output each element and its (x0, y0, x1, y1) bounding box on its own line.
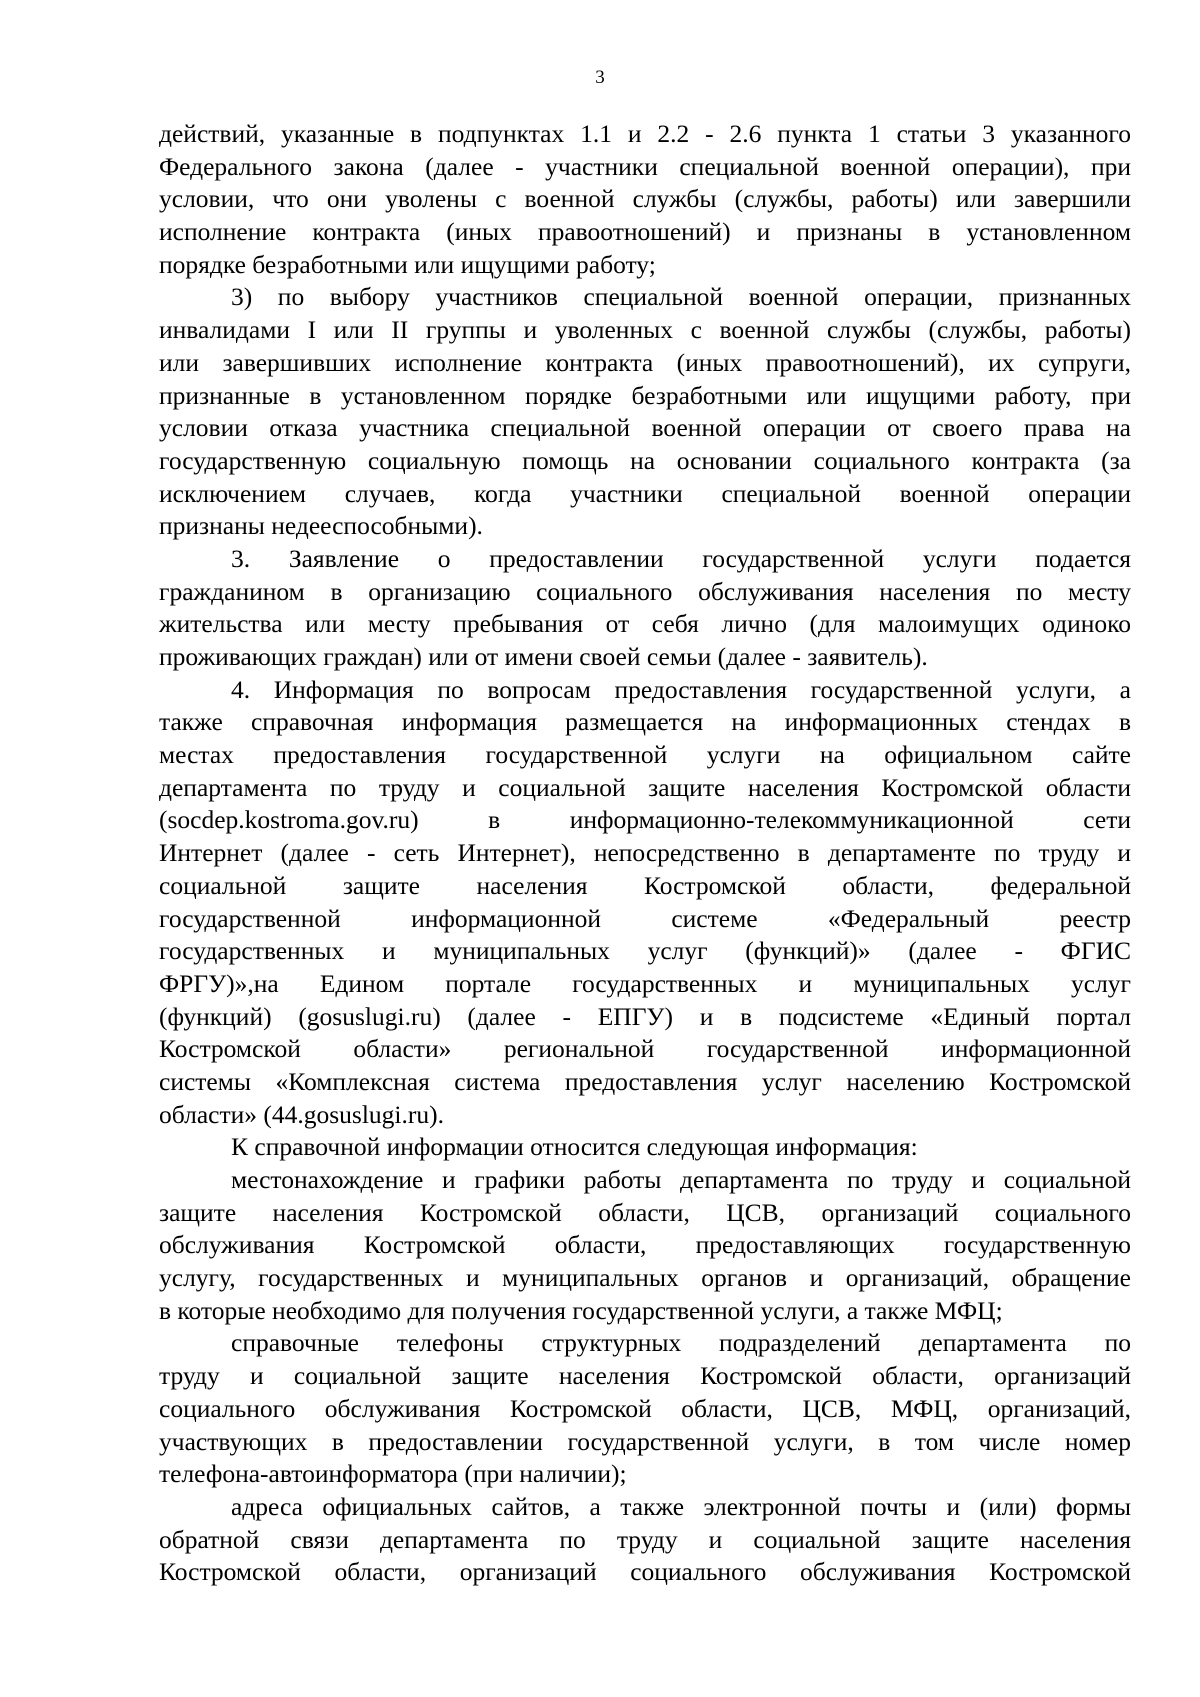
paragraph-p1 (159, 118, 1131, 281)
text-line: обратной связи департамента по труду и социальной защите населения (159, 1524, 1131, 1554)
text-line: (socdep.kostroma.gov.ru) в информационно-телекоммуникационной сети (159, 805, 1131, 835)
text-line: или завершивших исполнение контракта (иных правоотношений), их супруги, (159, 347, 1131, 377)
text-line: системы «Комплексная система предоставления услуг населению Костромской (159, 1066, 1131, 1096)
paragraph-p2 (159, 281, 1131, 543)
text-line: Федерального закона (далее - участники специальной военной операции), при (159, 151, 1131, 181)
text-line: также справочная информация размещается на информационных стендах в (159, 707, 1131, 737)
text-line: жительства или месту пребывания от себя лично (для малоимущих одиноко (159, 609, 1131, 639)
text-line: местонахождение и графики работы департамента по труду и социальной (231, 1165, 1131, 1194)
text-line: исключением случаев, когда участники специальной военной операции (159, 478, 1131, 508)
text-line: ФРГУ)»,на Едином портале государственных и муниципальных услуг (159, 968, 1131, 998)
text-line: Костромской области, организаций социального обслуживания Костромской (159, 1557, 1131, 1587)
text-line: департамента по труду и социальной защите населения Костромской области (159, 772, 1131, 802)
text-line: 3) по выбору участников специальной военной операции, признанных (231, 282, 1131, 312)
text-line: гражданином в организацию социального обслуживания населения по месту (159, 576, 1131, 606)
text-line: обслуживания Костромской области, предоставляющих государственную (159, 1230, 1131, 1260)
text-line: местах предоставления государственной услуги на официальном сайте (159, 740, 1131, 770)
text-line: защите населения Костромской области, ЦСВ, организаций социального (159, 1197, 1131, 1227)
text-line: труду и социальной защите населения Костромской области, организаций (159, 1361, 1131, 1391)
text-line: проживающих граждан) или от имени своей семьи (далее - заявитель). (159, 642, 928, 671)
text-line: инвалидами I или II группы и уволенных с военной службы (службы, работы) (159, 315, 1131, 345)
text-line: социального обслуживания Костромской области, ЦСВ, МФЦ, организаций, (159, 1393, 1131, 1423)
paragraph-p3 (159, 543, 1131, 674)
text-line: К справочной информации относится следующая информация: (231, 1132, 918, 1162)
text-line: области» (44.gosuslugi.ru). (159, 1099, 444, 1129)
paragraph-p8 (159, 1491, 1131, 1589)
text-line: признаны недееспособными). (159, 511, 483, 541)
text-line: условии отказа участника специальной военной операции от своего права на (159, 413, 1131, 443)
paragraph-p5 (159, 1131, 1131, 1164)
paragraph-p4 (159, 674, 1131, 1132)
paragraph-p6 (159, 1164, 1131, 1327)
document-body (159, 118, 1131, 1589)
text-line: Костромской области» региональной государственной информационной (159, 1034, 1131, 1064)
text-line: социальной защите населения Костромской области, федеральной (159, 870, 1131, 900)
paragraph-p7 (159, 1327, 1131, 1490)
text-line: государственных и муниципальных услуг (функций)» (далее - ФГИС (159, 936, 1131, 966)
text-line: условии, что они уволены с военной службы (службы, работы) или завершили (159, 184, 1131, 214)
page-number: 3 (595, 67, 605, 88)
text-line: признанные в установленном порядке безработными или ищущими работу, при (159, 380, 1131, 410)
text-line: справочные телефоны структурных подразделений департамента по (231, 1328, 1131, 1358)
text-line: 4. Информация по вопросам предоставления государственной услуги, а (231, 674, 1131, 704)
text-line: участвующих в предоставлении государственной услуги, в том числе номер (159, 1426, 1131, 1456)
text-line: государственную социальную помощь на основании социального контракта (за (159, 445, 1131, 475)
text-line: порядке безработными или ищущими работу; (159, 249, 656, 279)
text-line: государственной информационной системе «Федеральный реестр (159, 903, 1131, 933)
text-line: (функций) (gosuslugi.ru) (далее - ЕПГУ) и в подсистеме «Единый портал (159, 1001, 1131, 1031)
text-line: исполнение контракта (иных правоотношений) и признаны в установленном (159, 217, 1131, 247)
text-line: 3. Заявление о предоставлении государственной услуги подается (231, 543, 1131, 573)
text-line: услугу, государственных и муниципальных органов и организаций, обращение (159, 1263, 1131, 1293)
text-line: в которые необходимо для получения государственной услуги, а также МФЦ; (159, 1295, 1003, 1325)
text-line: действий, указанные в подпунктах 1.1 и 2.2 - 2.6 пункта 1 статьи 3 указанного (159, 119, 1131, 148)
text-line: Интернет (далее - сеть Интернет), непосредственно в департаменте по труду и (159, 838, 1131, 868)
text-line: телефона-автоинформатора (при наличии); (159, 1459, 627, 1489)
text-line: адреса официальных сайтов, а также электронной почты и (или) формы (231, 1491, 1131, 1521)
